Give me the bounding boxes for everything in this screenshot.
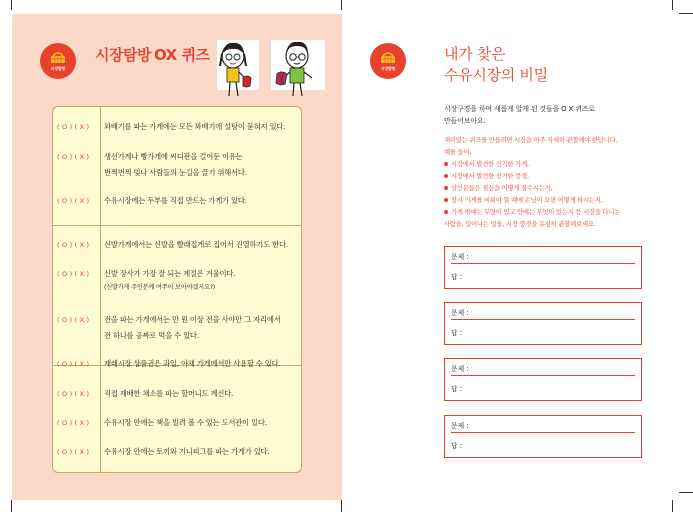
crop-mark — [679, 13, 693, 14]
hint-bullet: 상인분들은 점심을 어떻게 잡수시는지, — [444, 185, 552, 192]
crop-mark — [341, 500, 342, 512]
answer-label: 답 : — [451, 442, 463, 450]
hint-bullet: 가게 밖에는 무엇이 있고 안에는 무엇이 있는지 등 시장을 다니는 — [444, 209, 620, 216]
page-title — [95, 44, 209, 65]
bullet-icon — [444, 162, 448, 166]
qa-box-3[interactable] — [444, 358, 642, 401]
bullet-icon — [444, 198, 448, 202]
ox-mark[interactable]: ( O ) ( X ) — [57, 360, 90, 368]
answer-label: 답 : — [451, 273, 463, 281]
badge-label: 시장탐방 — [50, 66, 66, 71]
page-title — [444, 44, 548, 86]
quiz-question: 재래시장 상품권은 과일, 야채 가게에서만 사용할 수 있다. — [104, 359, 281, 368]
qa-box-1[interactable] — [444, 246, 642, 289]
ox-mark[interactable]: ( O ) ( X ) — [57, 270, 90, 278]
ox-mark[interactable]: ( O ) ( X ) — [57, 316, 90, 324]
market-badge — [40, 43, 76, 79]
quiz-box — [52, 106, 302, 473]
intro-text: 시장구경을 하며 새롭게 알게 된 것들을 O X 퀴즈로 만들어보아요. — [444, 105, 595, 125]
column-divider — [100, 107, 101, 472]
qa-box-4[interactable] — [444, 415, 642, 458]
crop-mark — [11, 0, 12, 10]
left-page — [12, 14, 342, 500]
answer-label: 답 : — [451, 329, 463, 337]
bullet-icon — [444, 174, 448, 178]
answer-line — [451, 432, 635, 433]
ox-mark[interactable]: ( O ) ( X ) — [57, 153, 90, 161]
hint-text: 재미있는 퀴즈를 만들려면 시장을 아주 자세히 관찰해야 한답니다. 예를 들어, 시장에서 발견한 신기한 가게, 시장에서 발견한 신기한 풍경, 상인분들은 점심을 어떻게 잡수시는지, 잠시 가게를 비워야 할 때에 손님이 오면 어떻게 하시는지, 가게 밖에는 무엇이 있고 안에는 무엇이 있는지 등 시장을 다니는 사람들, 일어나는 일들, 시장 풍경을 유심히 관찰해보세요. — [444, 137, 621, 228]
quiz-question: 생선가게나 빵가게에 씨디판을 걸어둔 이유는 번쩍번쩍 빛나 사람들의 눈길을 끌기 위해서다. — [104, 152, 247, 177]
basket-icon — [380, 52, 396, 64]
bullet-icon — [444, 186, 448, 190]
title-line-1: 내가 찾은 — [444, 45, 506, 63]
market-badge — [370, 43, 406, 79]
answer-line — [451, 263, 635, 264]
quiz-question: 수유시장 안에는 토끼와 기니피그를 파는 가게가 있다. — [104, 447, 270, 456]
row-divider — [53, 225, 301, 226]
ox-mark[interactable]: ( O ) ( X ) — [57, 448, 90, 456]
quiz-question: 수유시장에는 두부를 직접 만드는 가게가 있다. — [104, 196, 247, 205]
quiz-question-note: (신발가게 주인분께 여쭈어 보아야겠지요?) — [104, 284, 216, 291]
crop-mark — [11, 500, 12, 512]
answer-line — [451, 375, 635, 376]
title-ox: OX 퀴즈 — [153, 46, 210, 64]
title-line-2: 수유시장의 비밀 — [444, 66, 548, 84]
crop-mark — [672, 500, 673, 512]
qa-box-2[interactable] — [444, 302, 642, 345]
hint-bullet: 시장에서 발견한 신기한 가게, — [444, 161, 529, 168]
ox-mark[interactable]: ( O ) ( X ) — [57, 123, 90, 131]
question-label: 문제 : — [451, 422, 469, 430]
quiz-question: 수유시장 안에는 책을 빌려 볼 수 있는 도서관이 있다. — [104, 418, 267, 427]
title-text: 시장탐방 — [95, 46, 151, 64]
bullet-icon — [444, 210, 448, 214]
kids-illustration — [217, 36, 325, 102]
quiz-question: 꽈배기를 파는 가게에는 모든 꽈배기에 설탕이 묻혀져 있다. — [104, 122, 286, 131]
ox-mark[interactable]: ( O ) ( X ) — [57, 197, 90, 205]
ox-mark[interactable]: ( O ) ( X ) — [57, 419, 90, 427]
answer-line — [451, 319, 635, 320]
crop-mark — [679, 492, 693, 493]
question-label: 문제 : — [451, 253, 469, 261]
badge-label: 시장탐방 — [380, 66, 396, 71]
hint-bullet: 시장에서 발견한 신기한 풍경, — [444, 173, 529, 180]
quiz-question: 직접 재배한 채소를 파는 할머니도 계신다. — [104, 389, 234, 398]
crop-mark — [672, 0, 673, 10]
ox-mark[interactable]: ( O ) ( X ) — [57, 390, 90, 398]
answer-label: 답 : — [451, 385, 463, 393]
hint-bullet: 잠시 가게를 비워야 할 때에 손님이 오면 어떻게 하시는지, — [444, 197, 603, 204]
crop-mark — [341, 0, 342, 10]
question-label: 문제 : — [451, 309, 469, 317]
quiz-question: 신발가게에서는 신발을 빨래집게로 집어서 진열하기도 한다. — [104, 240, 288, 249]
quiz-question: 전을 파는 가게에서는 만 원 이상 전을 사야만 그 자리에서 전 하나를 공짜로 먹을 수 있다. — [104, 315, 281, 340]
question-label: 문제 : — [451, 365, 469, 373]
ox-mark[interactable]: ( O ) ( X ) — [57, 241, 90, 249]
basket-icon — [50, 52, 66, 64]
quiz-question: 신발 장사가 가장 잘 되는 계절은 겨울이다. (신발가게 주인분께 여쭈어 보아야겠지요?) — [104, 266, 300, 294]
